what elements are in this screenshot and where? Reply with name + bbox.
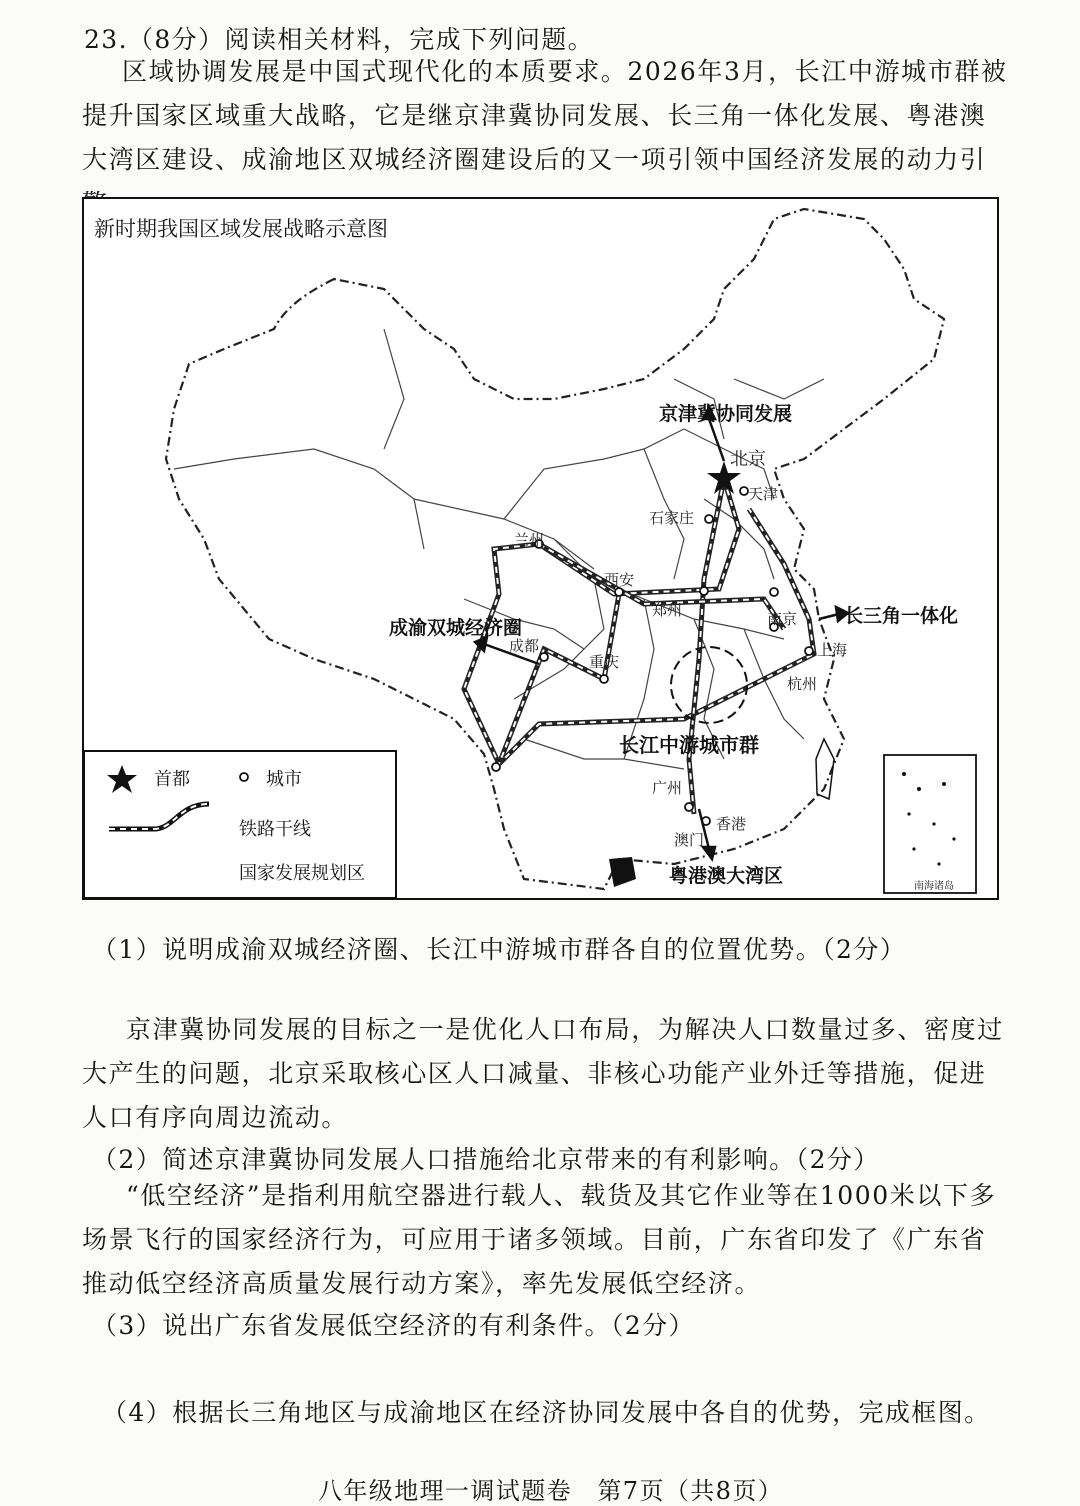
label-jingjinji: 京津冀协同发展 <box>659 403 793 425</box>
city-nanjing: 南京 <box>767 610 798 628</box>
city-shijiazhuang: 石家庄 <box>649 509 695 527</box>
city-guangzhou: 广州 <box>652 779 683 797</box>
city-macau: 澳门 <box>674 831 705 849</box>
paragraph-2: 京津冀协同发展的目标之一是优化人口布局，为解决人口数量过多、密度过大产生的问题，北京采取核心区人口减量、非核心功能产业外迁等措施，促进人口有序向周边流动。 <box>82 1015 1004 1132</box>
label-changsanjiao: 长三角一体化 <box>844 605 959 627</box>
paragraph-3: “低空经济”是指利用航空器进行载人、载货及其它作业等在1000米以下多场景飞行的国家经济行为，可应用于诸多领域。目前，广东省印发了《广东省推动低空经济高质量发展行动方案》，率先发展低空经济。 <box>82 1181 997 1298</box>
legend-capital: 首都 <box>154 769 190 790</box>
legend-city: 城市 <box>266 769 302 790</box>
inset-label: 南海诸岛 <box>914 881 954 892</box>
label-yuegangao: 粤港澳大湾区 <box>669 865 784 887</box>
city-xian: 西安 <box>604 571 635 589</box>
city-hangzhou: 杭州 <box>787 675 818 693</box>
city-tianjin: 天津 <box>748 485 779 503</box>
city-chengdu: 成都 <box>509 637 540 655</box>
label-chengyu: 成渝双城经济圈 <box>389 617 523 639</box>
legend-city-dot <box>240 773 248 781</box>
legend-railway: 铁路干线 <box>239 819 311 840</box>
south-china-sea-inset <box>884 755 976 893</box>
label-changjiang: 长江中游城市群 <box>619 733 759 757</box>
city-zhengzhou: 郑州 <box>652 601 683 619</box>
strategy-map <box>82 197 999 900</box>
changjiang-circle <box>671 647 747 723</box>
legend-planning: 国家发展规划区 <box>239 863 365 884</box>
city-beijing: 北京 <box>730 449 766 470</box>
question-3: （3）说出广东省发展低空经济的有利条件。（2分） <box>92 1311 695 1340</box>
page-footer: 八年级地理一调试题卷 第7页（共8页） <box>318 1477 784 1505</box>
city-chongqing: 重庆 <box>589 653 620 671</box>
question-1: （1）说明成渝双城经济圈、长江中游城市群各自的位置优势。（2分） <box>92 935 907 964</box>
city-hongkong: 香港 <box>716 815 747 833</box>
map-title: 新时期我国区域发展战略示意图 <box>94 217 388 241</box>
hainan <box>609 857 636 887</box>
question-2: （2）简述京津冀协同发展人口措施给北京带来的有利影响。（2分） <box>92 1145 880 1174</box>
intro-paragraph: 区域协调发展是中国式现代化的本质要求。2026年3月，长江中游城市群被提升国家区域重大战略，它是继京津冀协同发展、长三角一体化发展、粤港澳大湾区建设、成渝地区双城经济圈建设后的又一项引领中国经济发展的动力引 <box>82 57 1008 174</box>
city-lanzhou: 兰州 <box>514 531 545 549</box>
question-title: 23.（8分）阅读相关材料，完成下列问题。 <box>84 25 595 54</box>
city-shanghai: 上海 <box>817 641 848 659</box>
question-4: （4）根据长三角地区与成渝地区在经济协同发展中各自的优势，完成框图。 <box>102 1398 991 1427</box>
